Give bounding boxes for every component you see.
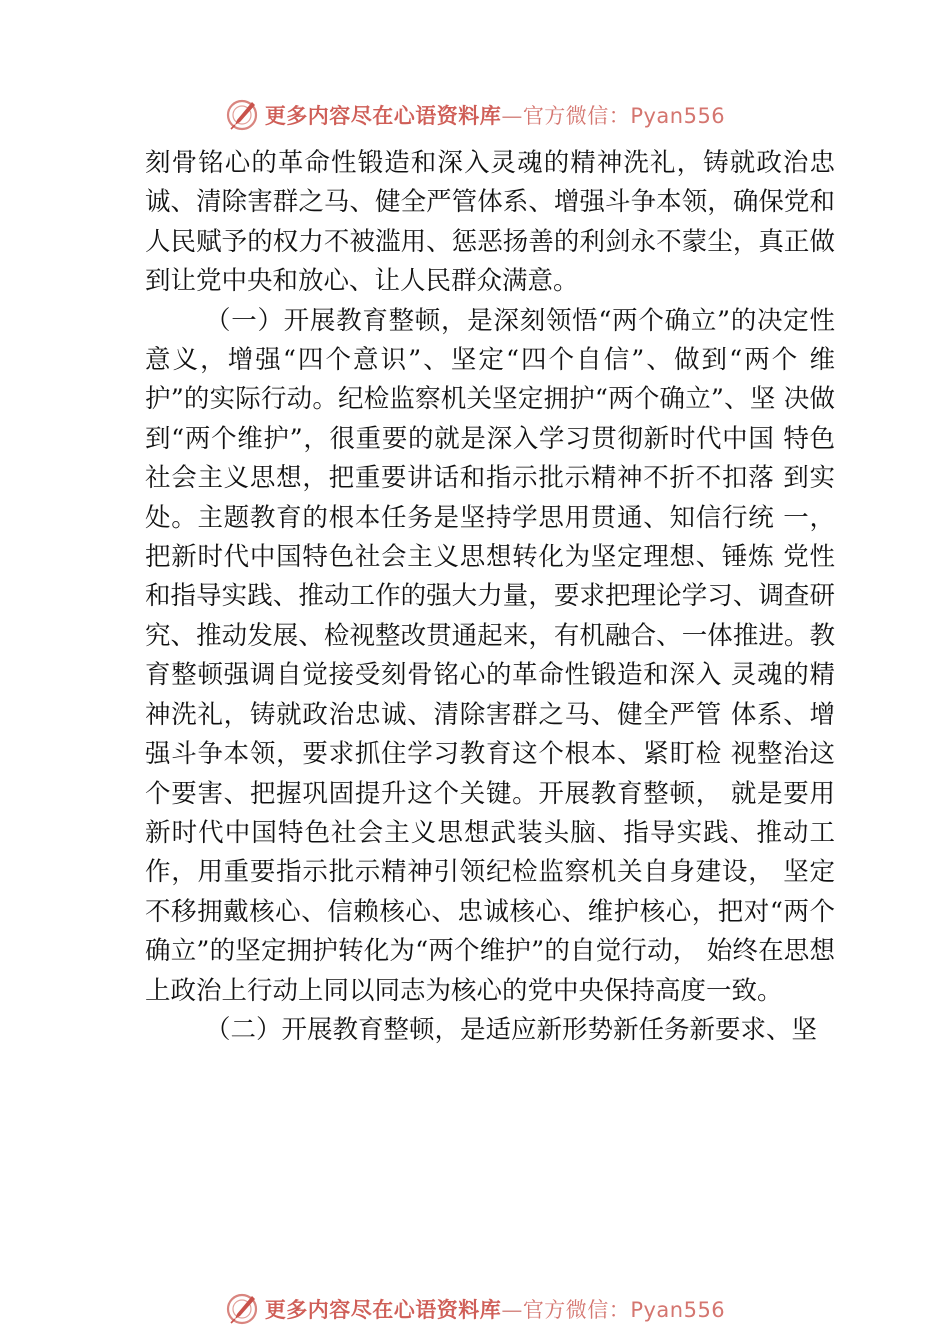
watermark-wechat-id: Pyan556 — [630, 1298, 726, 1322]
header-watermark — [0, 95, 950, 135]
paragraph-section-one: （一）开展教育整顿，是深刻领悟“两个确立”的决定性意义，增强“四个意识”、坚定“四个自信”、做到“两个 维护”的实际行动。纪检监察机关坚定拥护“两个确立”、坚 决做到“两个维护”，很重要的就是深入学习贯彻新时代中国 特色社会主义思想，把重要讲话和指示批示精神不折不扣落 到实处。主题教育的根本任务是坚持学思用贯通、知信行统 一，把新时代中国特色社会主义思想转化为坚定理想、锤炼 党性和指导实践、推动工作的强大力量，要求把理论学习、调查研究、推动发展、检视整改贯通起来，有机融合、一体推进。教育整顿强调自觉接受刻骨铭心的革命性锻造和深入 灵魂的精神洗礼，铸就政治忠诚、清除害群之马、健全严管 体系、增强斗争本领，要求抓住学习教育这个根本、紧盯检 视整治这个要害、把握巩固提升这个关键。开展教育整顿， 就是要用新时代中国特色社会主义思想武装头脑、指导实践、推动工作，用重要指示批示精神引领纪检监察机关自身建设， 坚定不移拥戴核心、信赖核心、忠诚核心、维护核心，把对“两个确立”的坚定拥护转化为“两个维护”的自觉行动， 始终在思想上政治上行动上同以同志为核心的党中央保持高度一致。 — [145, 305, 835, 1006]
watermark-wechat-id: Pyan556 — [630, 104, 726, 128]
quill-logo-icon — [225, 98, 259, 132]
watermark-separator: — — [501, 104, 523, 128]
watermark-label: 官方微信： — [522, 104, 631, 128]
watermark-separator: — — [501, 1298, 523, 1322]
paragraph-continuation: 刻骨铭心的革命性锻造和深入灵魂的精神洗礼，铸就政治忠诚、清除害群之马、健全严管体系、增强斗争本领，确保党和人民赋予的权力不被滥用、惩恶扬善的利剑永不蒙尘，真正做到让党中央和放心、让人民群众满意。 — [145, 148, 835, 297]
quill-logo-icon — [225, 1292, 259, 1326]
watermark-label: 官方微信： — [522, 1298, 631, 1322]
footer-watermark — [0, 1289, 950, 1329]
paragraph-section-two: （二）开展教育整顿，是适应新形势新任务新要求、坚 — [205, 1014, 818, 1045]
watermark-brand: 更多内容尽在心语资料库 — [264, 1297, 502, 1322]
watermark-brand: 更多内容尽在心语资料库 — [264, 103, 502, 128]
document-body — [145, 144, 835, 1050]
